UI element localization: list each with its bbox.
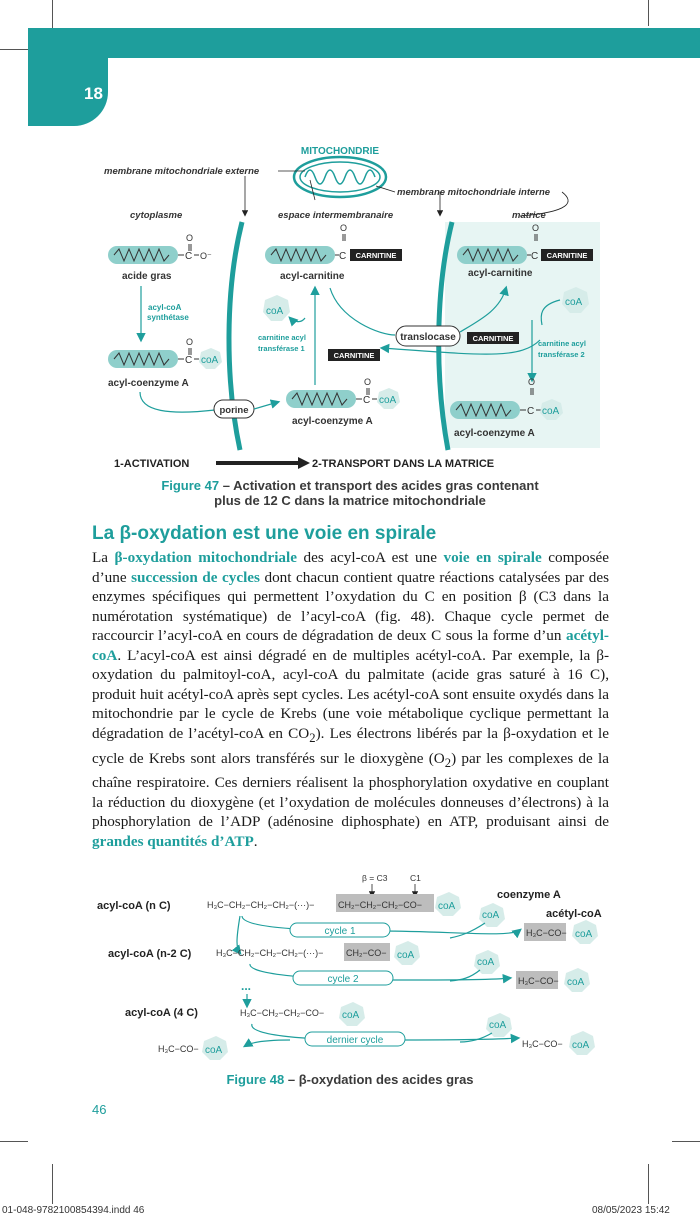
acyl-carnitine-label-2: acyl-carnitine [468,268,533,279]
svg-text:C: C [531,251,539,262]
svg-text:coA: coA [266,306,284,317]
crop-mark [648,0,649,26]
svg-text:coA: coA [482,910,500,921]
svg-text:CARNITINE: CARNITINE [472,334,514,343]
chain-row1-hl: CH₂−CH₂−CH₂−CO− [338,900,423,910]
svg-text:transférase 1: transférase 1 [258,344,305,353]
mitochondrie-label: MITOCHONDRIE [300,146,380,157]
svg-text:C: C [185,355,193,366]
acyl-coa-n2-label: acyl-coA (n-2 C) [108,948,192,960]
svg-text:O: O [186,337,194,347]
acyl-coenzyme-a-label-2: acyl-coenzyme A [292,416,373,427]
cycle-1-label: cycle 1 [324,926,356,937]
coenzyme-a-label: coenzyme A [497,889,561,901]
svg-text:coA: coA [438,901,456,912]
acyl-coa-4-label: acyl-coA (4 C) [125,1007,198,1019]
svg-text:coA: coA [342,1010,360,1021]
dernier-cycle-label: dernier cycle [326,1035,384,1046]
acyl-carnitine-ims-molecule [265,223,402,264]
chapter-tab [28,58,108,126]
svg-text:C: C [185,251,193,262]
crop-mark [0,49,28,50]
step-activation: 1-ACTIVATION [114,458,190,470]
chain-row3: H₃C−CH₂−CH₂−CO− [240,1008,325,1018]
espace-intermembranaire-label: espace intermembranaire [278,210,394,221]
svg-text:CARNITINE: CARNITINE [333,351,375,360]
cycle-2-label: cycle 2 [327,974,359,985]
svg-text:carnitine acyl: carnitine acyl [258,333,306,342]
acide-gras-molecule [108,233,212,264]
chain-row1: H₃C−CH₂−CH₂−CH₂−(···)− [207,900,315,910]
svg-text:H₃C−CO−: H₃C−CO− [522,1039,563,1049]
synthetase-label-2: synthétase [147,313,189,322]
acyl-coenzyme-a-label-3: acyl-coenzyme A [454,428,535,439]
svg-text:O: O [364,377,372,387]
figure-48 [90,868,620,1068]
svg-text:β = C3: β = C3 [362,873,388,883]
svg-text:O: O [186,233,194,243]
svg-text:C: C [527,406,535,417]
svg-text:O: O [340,223,348,233]
translocase-label: translocase [400,332,456,343]
header-band [28,28,700,58]
svg-text:C1: C1 [410,873,421,883]
svg-text:O⁻: O⁻ [200,251,212,261]
svg-text:H₃C−CO−: H₃C−CO− [158,1044,199,1054]
svg-text:coA: coA [575,929,593,940]
chain-row2-hl: CH₂−CO− [346,948,387,958]
svg-text:coA: coA [572,1040,590,1051]
coa-label: coA [201,355,219,366]
cytoplasme-label: cytoplasme [130,210,183,221]
step-transport: 2-TRANSPORT DANS LA MATRICE [312,458,495,470]
svg-text:coA: coA [542,406,560,417]
matrice-label: matrice [512,210,546,221]
membrane-interne-label: membrane mitochondriale interne [397,187,551,198]
synthetase-label-1: acyl-coA [148,303,182,312]
acyl-coa-n-label: acyl-coA (n C) [97,900,171,912]
acyl-coa-molecule [108,337,222,369]
svg-text:O: O [528,377,536,387]
figure-48-caption: Figure 48 – β-oxydation des acides gras [226,1072,474,1087]
chain-row2: H₃C−CH₂−CH₂−CH₂−(···)− [216,948,324,958]
svg-text:CARNITINE: CARNITINE [355,251,397,260]
crop-mark [52,1164,53,1204]
svg-text:H₃C−CO−: H₃C−CO− [518,976,559,986]
footer-file: 01-048-9782100854394.indd 46 [2,1205,145,1216]
svg-text:coA: coA [379,395,397,406]
figure-47-caption: Figure 47 – Activation et transport des acides gras contenant plus de 12 C dans la matrice mitochondriale [161,478,539,508]
body-paragraph: La β-oxydation mitochondriale des acyl-coA est une voie en spirale composée d’une succession de cycles dont chacun contient quatre réactions catalysées par des enzymes spécifiques qui permettent l’oxydation du C en position β (C3 dans la numérotation systématique) de l’acyl-coA (fig. 48). Chaque cycle permet de raccourcir l’acyl-coA en cours de dégradation de deux C sous la forme d’un acétyl-coA. L’acyl-coA est ainsi dégradé en de multiples acétyl-coA. Par exemple, la β-oxydation du palmitoyl-coA, acyl-coA du palmitate (acide gras saturé à 16 C), produit huit acétyl-coA après sept cycles. Les acétyl-coA sont ensuite oxydés dans la mitochondrie par le cycle de Krebs (une voie métabolique cyclique permettant la dégradation de l’acétyl-coA en $CO_2$). Les électrons libérés par la β-oxydation et le cycle de Krebs sont alors transférés sur le dioxygène $(O_2)$ par les complexes de la chaîne respiratoire. Ces derniers réalisent la phosphorylation oxydative en couplant la réduction du dioxygène (et l’oxydation de molécules donneuses d’électrons) à la phosphorylation de l’ADP (adénosine diphosphate) en ATP, produisant ainsi de grandes quantités d’ATP. [92,549,609,850]
svg-text:carnitine acyl: carnitine acyl [538,339,586,348]
svg-text:coA: coA [489,1020,507,1031]
membrane-externe-label: membrane mitochondriale externe [104,166,260,177]
acyl-carnitine-label-1: acyl-carnitine [280,271,345,282]
svg-text:transférase 2: transférase 2 [538,350,585,359]
mitochondrion-icon [294,157,386,197]
acide-gras-label: acide gras [122,271,172,282]
figure-47 [100,140,600,476]
svg-text:CARNITINE: CARNITINE [546,251,588,260]
acyl-coenzyme-a-label-1: acyl-coenzyme A [108,378,189,389]
crop-mark [0,1141,28,1142]
svg-text:H₃C−CO−: H₃C−CO− [526,928,567,938]
svg-text:C: C [363,395,371,406]
crop-mark [648,1164,649,1204]
page-number: 46 [92,1102,107,1117]
acetyl-coa-label: acétyl-coA [546,908,602,920]
chapter-number: 18 [84,84,103,103]
section-title: La β-oxydation est une voie en spirale [92,523,437,544]
svg-text:coA: coA [477,957,495,968]
porine-label: porine [219,405,249,416]
svg-text:C: C [339,251,347,262]
crop-mark [672,1141,700,1142]
acyl-coa-ims-molecule [286,377,400,409]
svg-text:coA: coA [567,977,585,988]
svg-text:coA: coA [205,1045,223,1056]
svg-text:O: O [532,223,540,233]
svg-text:coA: coA [397,950,415,961]
ellipsis: ... [241,979,252,993]
footer-date: 08/05/2023 15:42 [592,1205,670,1216]
svg-text:coA: coA [565,297,583,308]
